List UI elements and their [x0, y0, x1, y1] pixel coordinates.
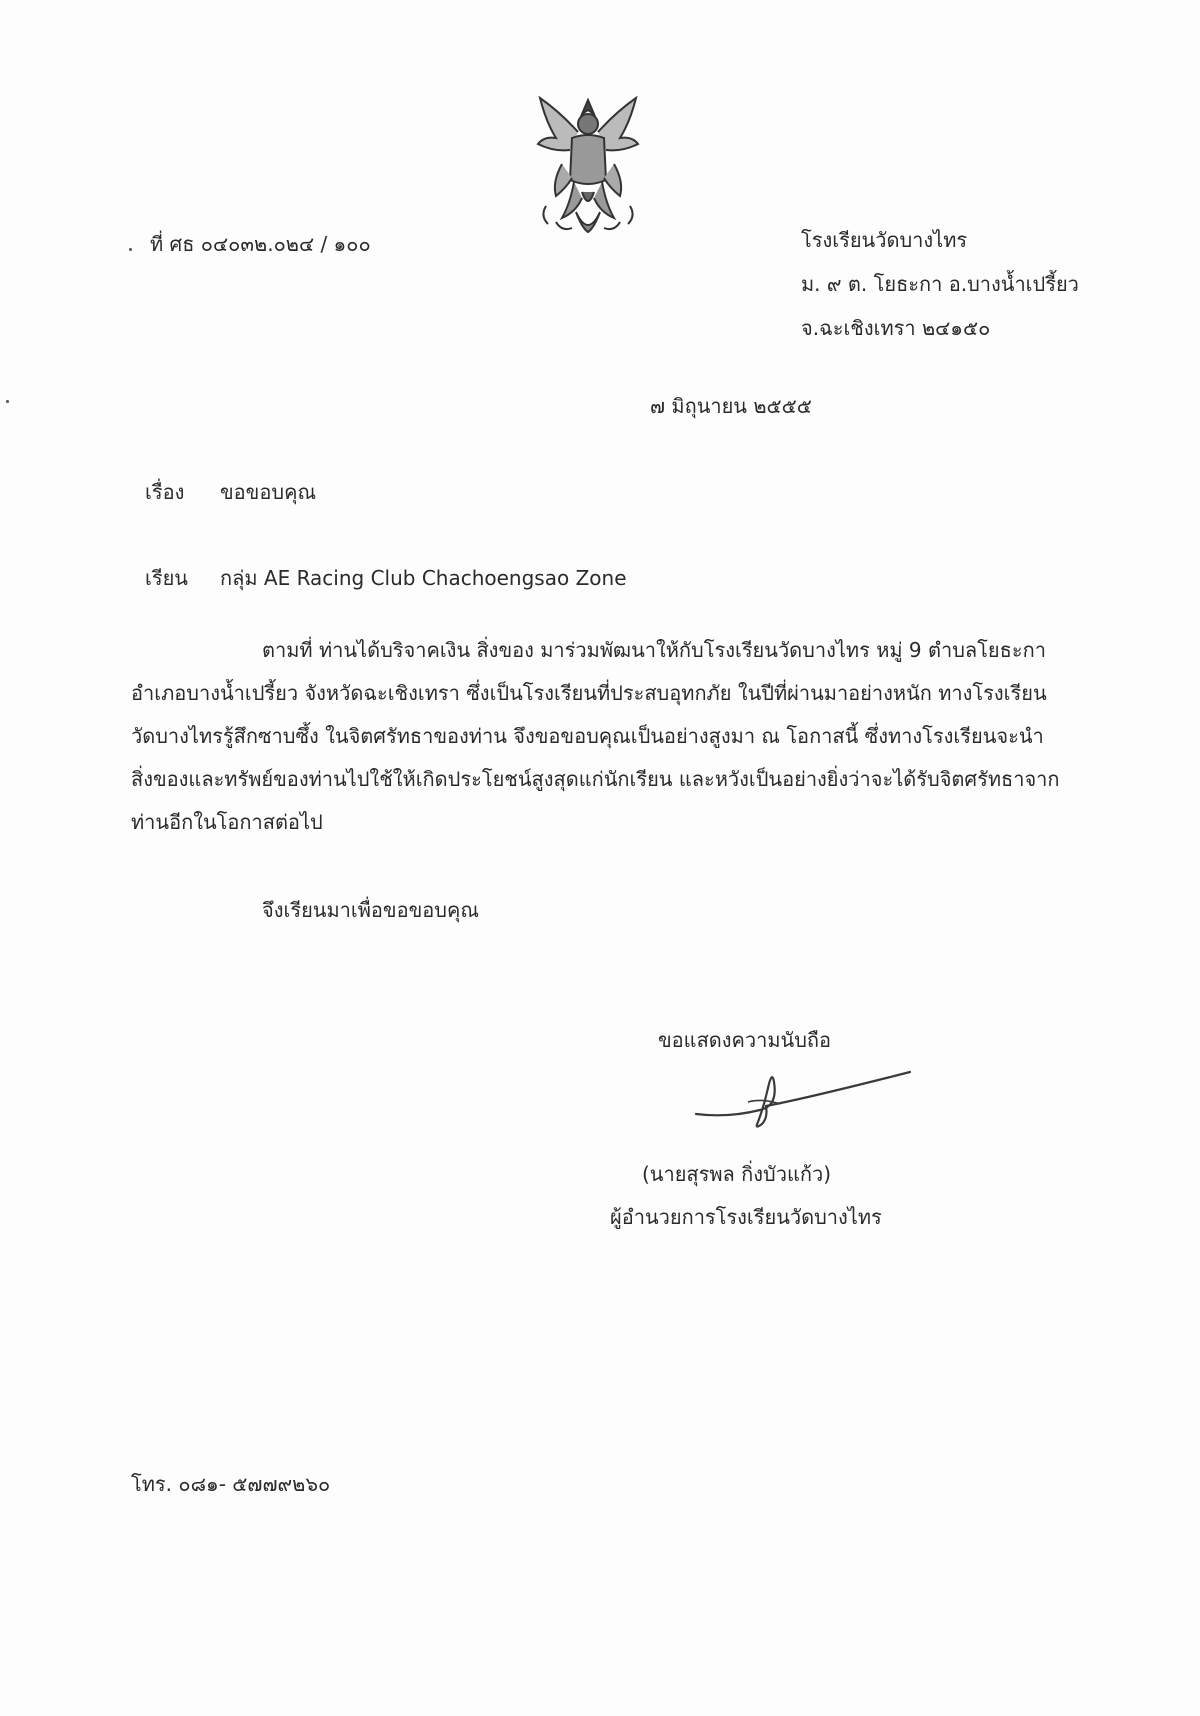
scan-speck: [129, 248, 132, 251]
school-address-line-1: ม. ๙ ต. โยธะกา อ.บางน้ำเปรี้ยว: [801, 272, 1079, 296]
regards-line: ขอแสดงความนับถือ: [658, 1028, 832, 1052]
handwritten-signature-icon: [688, 1062, 918, 1134]
body-paragraph-line: ท่านอีกในโอกาสต่อไป: [131, 810, 323, 834]
school-address-line-2: จ.ฉะเชิงเทรา ๒๔๑๕๐: [801, 316, 991, 340]
signer-title: ผู้อำนวยการโรงเรียนวัดบางไทร: [610, 1205, 882, 1229]
recipient-value: กลุ่ม AE Racing Club Chachoengsao Zone: [220, 566, 627, 590]
recipient-label: เรียน: [145, 566, 188, 590]
subject-label: เรื่อง: [145, 480, 185, 504]
letter-date: ๗ มิถุนายน ๒๕๕๕: [650, 394, 812, 418]
garuda-emblem-icon: [532, 92, 644, 240]
closing-line: จึงเรียนมาเพื่อขอขอบคุณ: [262, 898, 479, 922]
phone-number: โทร. ๐๘๑- ๕๗๗๙๒๖๐: [131, 1472, 331, 1496]
reference-number: ที่ ศธ ๐๔๐๓๒.๐๒๔ / ๑๐๐: [150, 232, 371, 256]
body-paragraph-line: ตามที่ ท่านได้บริจาคเงิน สิ่งของ มาร่วมพัฒนาให้กับโรงเรียนวัดบางไทร หมู่ 9 ตำบลโยธะกา: [262, 638, 1046, 662]
body-paragraph-line: อำเภอบางน้ำเปรี้ยว จังหวัดฉะเชิงเทรา ซึ่งเป็นโรงเรียนที่ประสบอุทกภัย ในปีที่ผ่านมาอย่างหนัก ทางโรงเรียน: [131, 681, 1047, 705]
signer-name: (นายสุรพล กิ่งบัวแก้ว): [642, 1162, 832, 1186]
subject-value: ขอขอบคุณ: [220, 480, 316, 504]
school-name: โรงเรียนวัดบางไทร: [801, 228, 968, 252]
scan-speck: [6, 400, 9, 403]
body-paragraph-line: วัดบางไทรรู้สึกซาบซึ้ง ในจิตศรัทธาของท่าน จึงขอขอบคุณเป็นอย่างสูงมา ณ โอกาสนี้ ซึ่งทางโรงเรียนจะนำ: [131, 724, 1044, 748]
body-paragraph-line: สิ่งของและทรัพย์ของท่านไปใช้ให้เกิดประโยชน์สูงสุดแก่นักเรียน และหวังเป็นอย่างยิ่งว่าจะได้รับจิตศรัทธาจาก: [131, 767, 1060, 791]
